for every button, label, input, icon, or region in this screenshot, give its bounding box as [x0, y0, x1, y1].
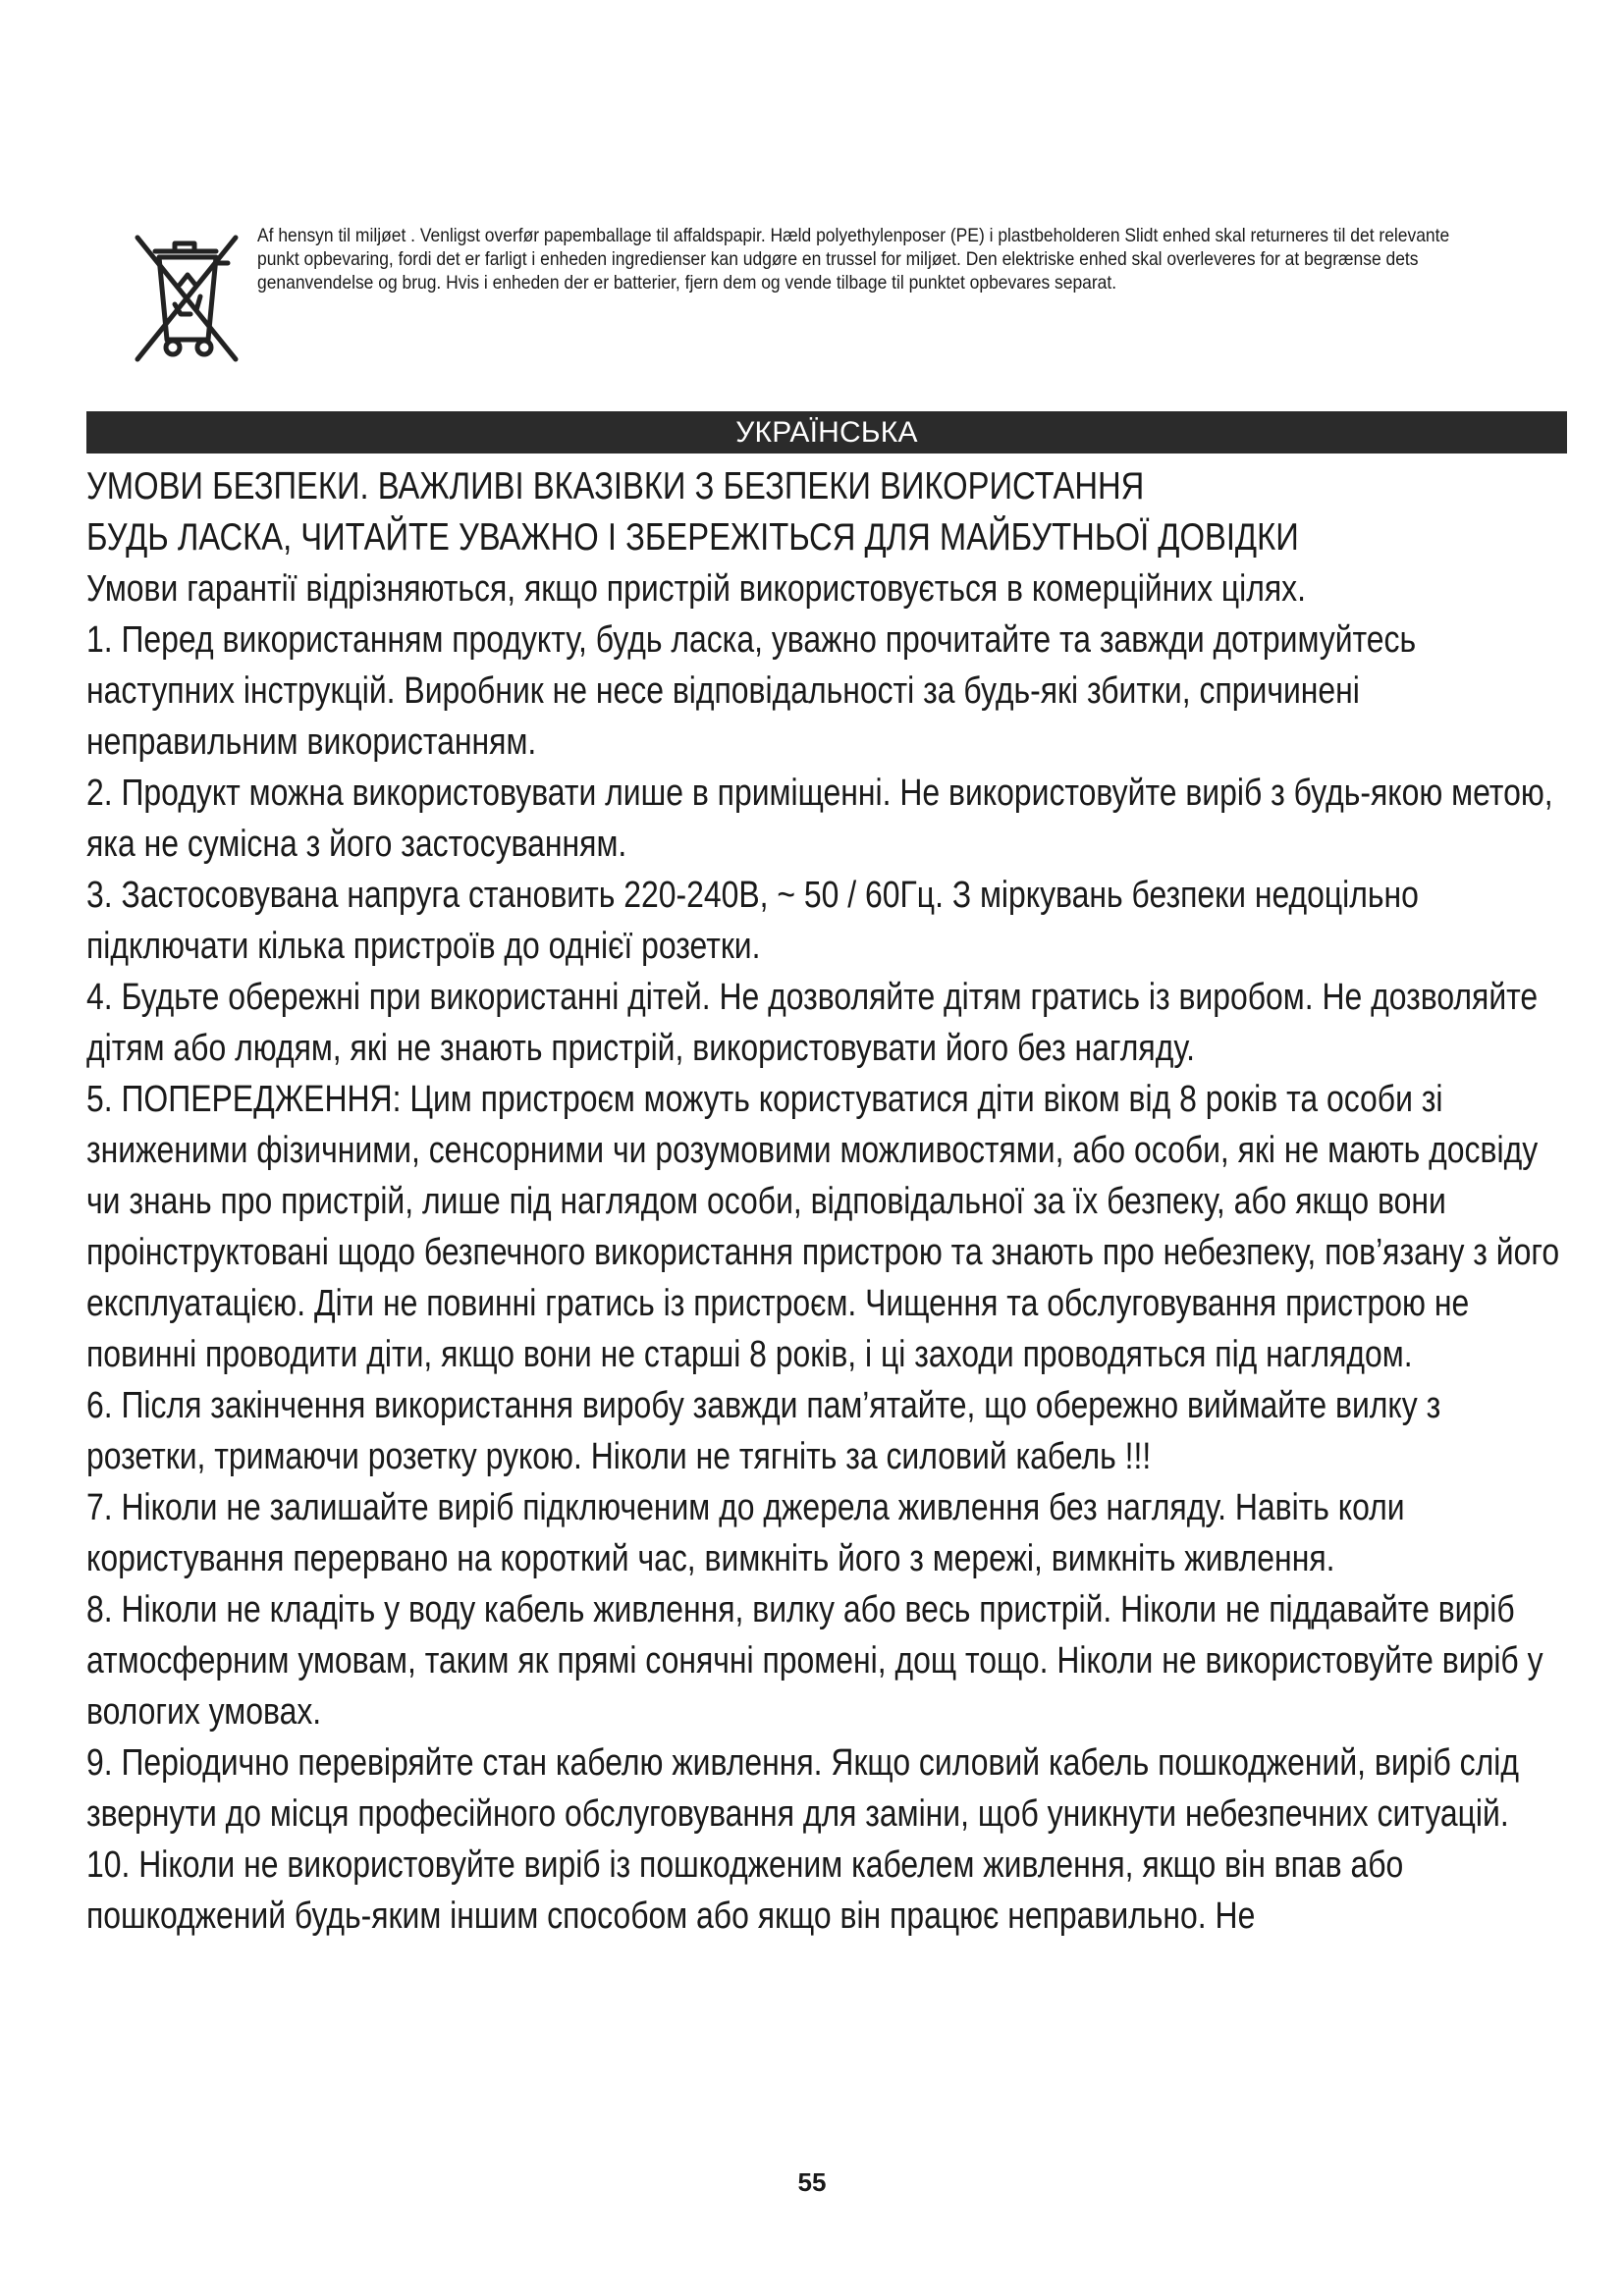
instruction-item-8: 8. Ніколи не кладіть у воду кабель живлення, вилку або весь пристрій. Ніколи не піддавайте виріб атмосферним умовам, таким як прямі сонячні промені, дощ тощо. Ніколи не використовуйте виріб у вологих умовах.	[86, 1589, 1543, 1733]
heading-read-carefully: БУДЬ ЛАСКА, ЧИТАЙТЕ УВАЖНО І ЗБЕРЕЖІТЬСЯ ДЛЯ МАЙБУТНЬОЇ ДОВІДКИ	[86, 516, 1299, 559]
instruction-item-10: 10. Ніколи не використовуйте виріб із пошкодженим кабелем живлення, якщо він впав або пошкоджений будь-яким іншим способом або якщо він працює неправильно. Не	[86, 1844, 1404, 1937]
crossed-out-wheelie-bin-icon	[126, 224, 244, 371]
instruction-item-7: 7. Ніколи не залишайте виріб підключеним до джерела живлення без нагляду. Навіть коли користування перервано на короткий час, вимкніть його з мережі, вимкніть живлення.	[86, 1487, 1405, 1579]
instruction-item-1: 1. Перед використанням продукту, будь ласка, уважно прочитайте та завжди дотримуйтесь наступних інструкцій. Виробник не несе відповідальності за будь-які збитки, спричинені неправильним використанням.	[86, 619, 1417, 763]
disposal-notice: Af hensyn til miljøet . Venligst overfør papemballage til affaldspapir. Hæld polyethylenposer (PE) i plastbeholderen Slidt enhed skal returneres til det relevante punkt opbevaring, fordi det er farligt i enheden ingredienser kan udgøre en trussel for miljøet. Den elektriske enhed skal overleveres for at begrænse dets genanvendelse og brug. Hvis i enheden der er batterier, fjern dem og vende tilbage til punktet opbevares separat.	[257, 225, 1450, 294]
instruction-item-9: 9. Періодично перевіряйте стан кабелю живлення. Якщо силовий кабель пошкоджений, виріб слід звернути до місця професійного обслуговування для заміни, щоб уникнути небезпечних ситуацій.	[86, 1742, 1519, 1835]
warranty-note: Умови гарантії відрізняються, якщо пристрій використовується в комерційних цілях.	[86, 568, 1307, 610]
language-section-bar: УКРАЇНСЬКА	[86, 411, 1567, 454]
page-number: 55	[797, 2167, 827, 2197]
heading-safety-conditions: УМОВИ БЕЗПЕКИ. ВАЖЛИВІ ВКАЗІВКИ З БЕЗПЕКИ ВИКОРИСТАННЯ	[86, 465, 1145, 507]
instruction-item-4: 4. Будьте обережні при використанні дітей. Не дозволяйте дітям гратись із виробом. Не дозволяйте дітям або людям, які не знають пристрій, використовувати його без нагляду.	[86, 977, 1539, 1069]
instruction-item-3: 3. Застосовувана напруга становить 220-240В, ~ 50 / 60Гц. З міркувань безпеки недоцільно підключати кілька пристроїв до однієї розетки.	[86, 875, 1419, 967]
safety-instructions	[86, 461, 1559, 1942]
instruction-item-5: 5. ПОПЕРЕДЖЕННЯ: Цим пристроєм можуть користуватися діти віком від 8 років та особи зі зниженими фізичними, сенсорними чи розумовими можливостями, або особи, які не мають досвіду чи знань про пристрій, лише під наглядом особи, відповідальної за їх безпеку, або якщо вони проінструктовані щодо безпечного використання пристрою та знають про небезпеку, пов’язану з його експлуатацією. Діти не повинні гратись із пристроєм. Чищення та обслуговування пристрою не повинні проводити діти, якщо вони не старші 8 років, і ці заходи проводяться під наглядом.	[86, 1079, 1560, 1375]
instruction-item-6: 6. Після закінчення використання виробу завжди пам’ятайте, що обережно виймайте вилку з розетки, тримаючи розетку рукою. Ніколи не тягніть за силовий кабель !!!	[86, 1385, 1441, 1477]
instruction-item-2: 2. Продукт можна використовувати лише в приміщенні. Не використовуйте виріб з будь-якою метою, яка не сумісна з його застосуванням.	[86, 773, 1553, 865]
